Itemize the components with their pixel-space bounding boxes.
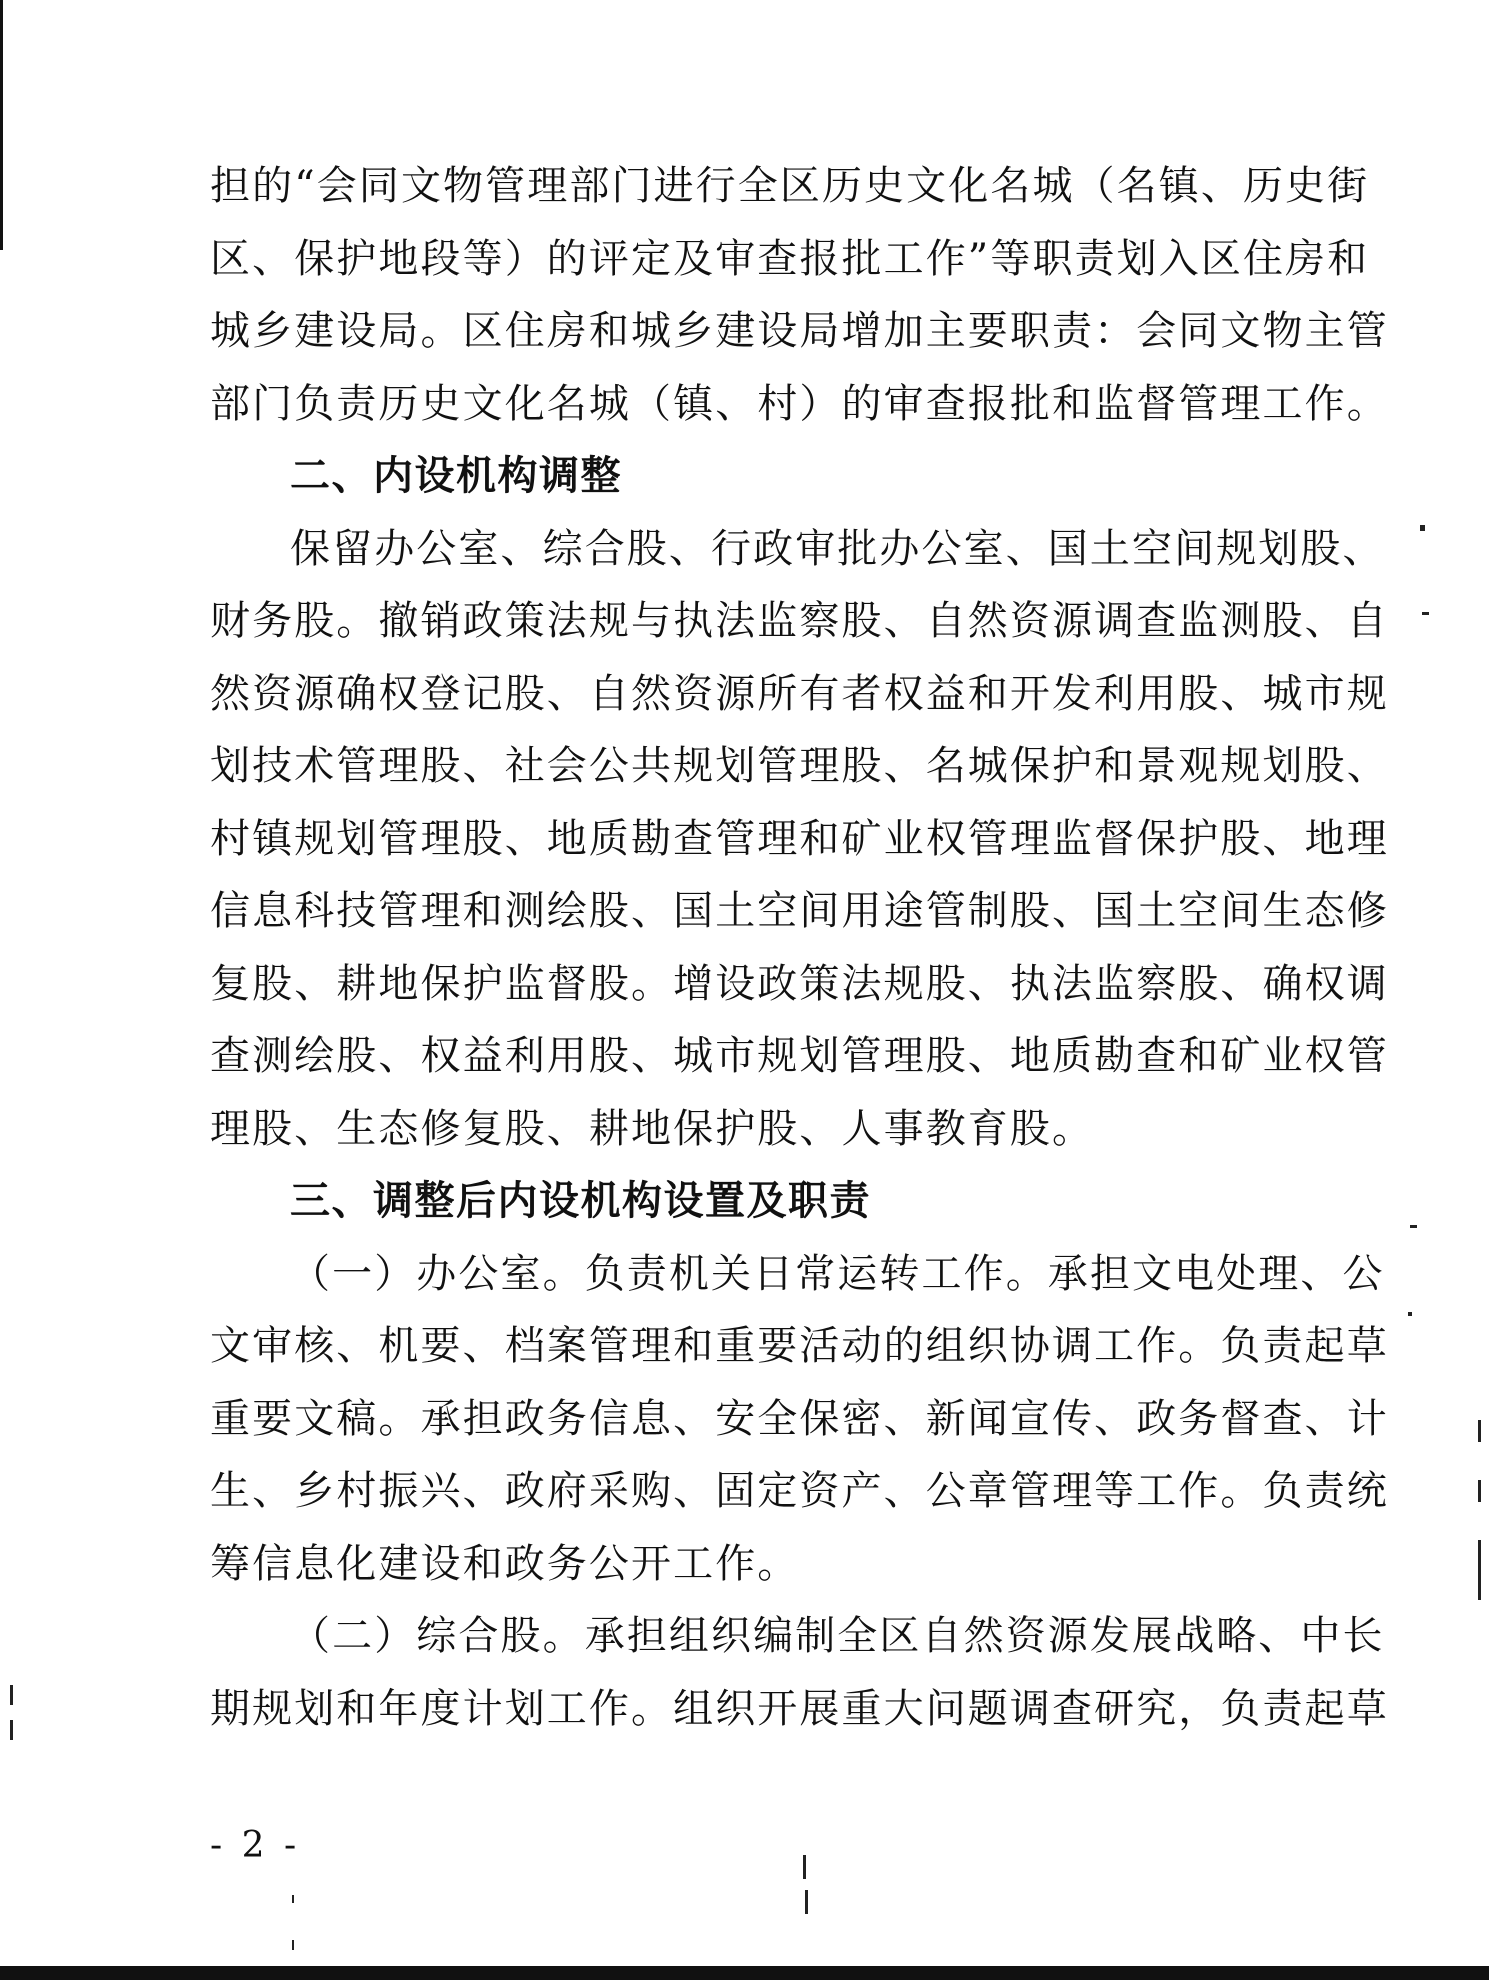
body-line: 划技术管理股、社会公共规划管理股、名城保护和景观规划股、 bbox=[210, 743, 1389, 789]
scan-speck bbox=[1410, 1225, 1417, 1228]
body-line: 理股、生态修复股、耕地保护股、人事教育股。 bbox=[210, 1105, 1095, 1152]
body-line: 筹信息化建设和政务公开工作。 bbox=[210, 1540, 800, 1587]
body-line: 查测绘股、权益利用股、城市规划管理股、地质勘查和矿业权管 bbox=[210, 1033, 1389, 1079]
scan-speck bbox=[10, 1720, 13, 1740]
body-line: 生、乡村振兴、政府采购、固定资产、公章管理等工作。负责统 bbox=[210, 1468, 1389, 1514]
page-number: - 2 - bbox=[210, 1825, 301, 1866]
paragraph-first-line: （二）综合股。承担组织编制全区自然资源发展战略、中长 bbox=[290, 1613, 1385, 1659]
body-line: 部门负责历史文化名城（镇、村）的审查报批和监督管理工作。 bbox=[210, 380, 1389, 427]
body-line: 区、保护地段等）的评定及审查报批工作”等职责划入区住房和 bbox=[210, 235, 1370, 282]
body-line: 重要文稿。承担政务信息、安全保密、新闻宣传、政务督查、计 bbox=[210, 1395, 1389, 1442]
scan-speck bbox=[1420, 525, 1425, 531]
scan-speck bbox=[1478, 1540, 1481, 1600]
scan-edge-left bbox=[0, 0, 3, 250]
scan-speck bbox=[1408, 1312, 1412, 1316]
section-heading: 二、内设机构调整 bbox=[290, 452, 622, 499]
section-heading: 三、调整后内设机构设置及职责 bbox=[290, 1177, 871, 1224]
body-line: 村镇规划管理股、地质勘查管理和矿业权管理监督保护股、地理 bbox=[210, 815, 1389, 862]
body-line: 复股、耕地保护监督股。增设政策法规股、执法监察股、确权调 bbox=[210, 960, 1389, 1007]
body-line: 城乡建设局。区住房和城乡建设局增加主要职责：会同文物主管 bbox=[210, 308, 1389, 354]
scan-speck bbox=[10, 1685, 13, 1705]
body-line: 然资源确权登记股、自然资源所有者权益和开发利用股、城市规 bbox=[210, 670, 1389, 717]
body-line: 文审核、机要、档案管理和重要活动的组织协调工作。负责起草 bbox=[210, 1323, 1389, 1369]
paragraph-first-line: 保留办公室、综合股、行政审批办公室、国土空间规划股、 bbox=[290, 525, 1385, 572]
scan-speck bbox=[805, 1890, 808, 1914]
scan-speck bbox=[1478, 1420, 1481, 1442]
body-line: 信息科技管理和测绘股、国土空间用途管制股、国土空间生态修 bbox=[210, 888, 1389, 934]
paragraph-first-line: （一）办公室。负责机关日常运转工作。承担文电处理、公 bbox=[290, 1250, 1385, 1297]
scan-speck bbox=[292, 1940, 294, 1950]
scan-speck bbox=[803, 1855, 806, 1879]
scan-speck bbox=[1478, 1480, 1481, 1502]
body-line: 财务股。撤销政策法规与执法监察股、自然资源调查监测股、自 bbox=[210, 598, 1389, 644]
scan-edge-bottom bbox=[0, 1966, 1489, 1980]
body-line: 担的“会同文物管理部门进行全区历史文化名城（名镇、历史街 bbox=[210, 163, 1370, 209]
document-body bbox=[210, 150, 1389, 1745]
scan-speck bbox=[292, 1895, 294, 1903]
body-line: 期规划和年度计划工作。组织开展重大问题调查研究，负责起草 bbox=[210, 1685, 1389, 1732]
scan-speck bbox=[1422, 612, 1429, 615]
